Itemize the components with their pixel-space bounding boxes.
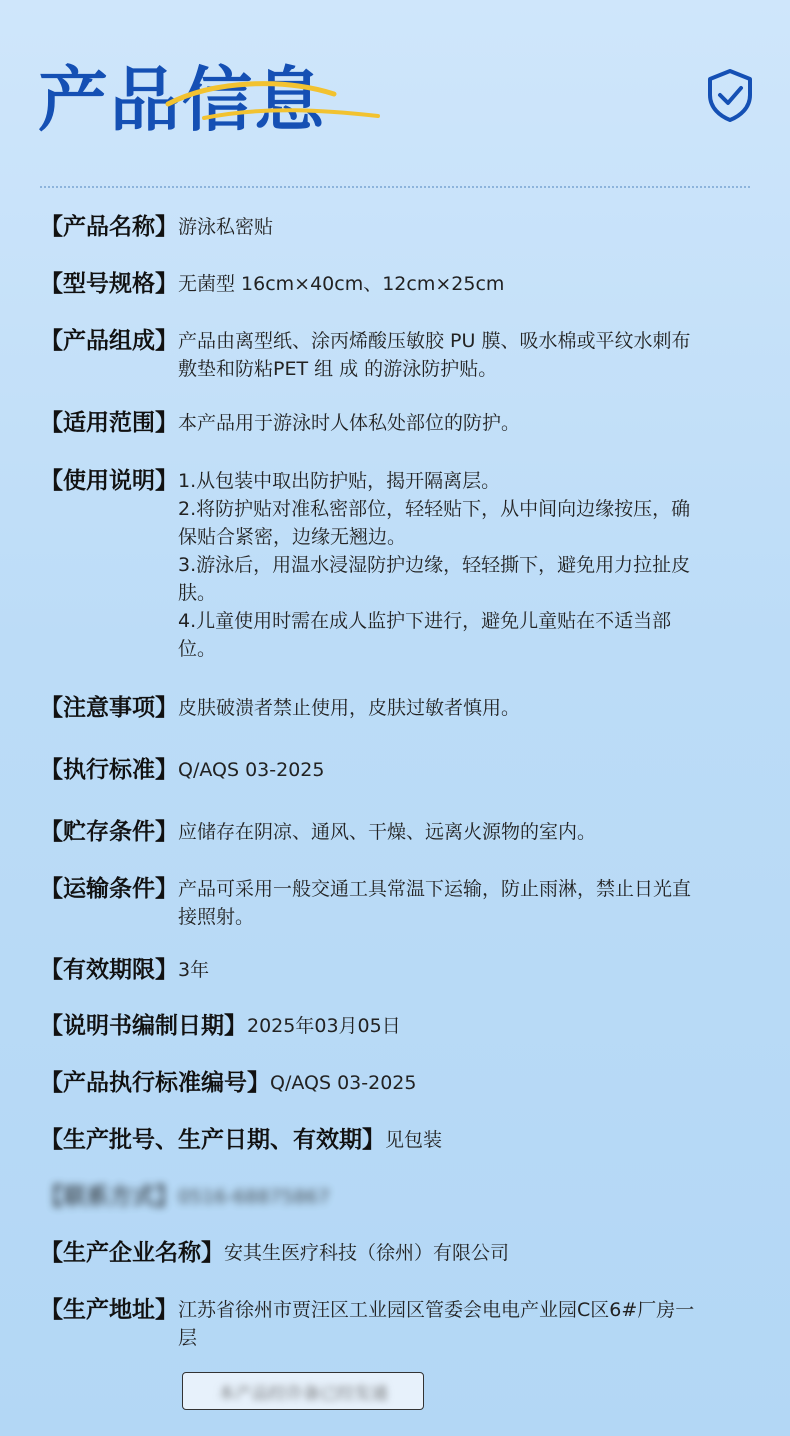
label: 【有效期限】 <box>40 957 178 983</box>
instruction-line: 2.将防护贴对准私密部位，轻轻贴下，从中间向边缘按压，确保贴合紧密，边缘无翘边。 <box>178 498 691 548</box>
label: 【产品执行标准编号】 <box>40 1070 270 1096</box>
label: 【联系方式】 <box>40 1184 178 1210</box>
value: 无菌型 16cm×40cm、12cm×25cm <box>178 273 505 295</box>
row-model <box>40 269 504 299</box>
label: 【产品名称】 <box>40 214 178 240</box>
row-manufacturer <box>40 1238 509 1268</box>
header <box>0 0 790 190</box>
value: 游泳私密贴 <box>178 216 274 238</box>
label: 【贮存条件】 <box>40 819 178 845</box>
label: 【说明书编制日期】 <box>40 1013 247 1039</box>
row-composition <box>40 326 698 383</box>
shield-check-icon <box>706 68 754 122</box>
value: 本产品用于游泳时人体私处部位的防护。 <box>178 412 521 434</box>
value: 0516-68875867 <box>178 1186 330 1208</box>
row-contact <box>40 1182 330 1212</box>
label: 【使用说明】 <box>40 468 178 494</box>
value: 2025年03月05日 <box>247 1015 401 1037</box>
row-standard <box>40 755 324 785</box>
swoosh-decoration-icon <box>164 76 384 136</box>
notice-tag-text: 本产品经许备已经发通 <box>218 1383 388 1404</box>
instruction-line: 4.儿童使用时需在成人监护下进行，避免儿童贴在不适当部位。 <box>178 610 672 660</box>
value: 江苏省徐州市贾汪区工业园区管委会电电产业园C区6#厂房一层 <box>178 1299 695 1349</box>
label: 【产品组成】 <box>40 328 178 354</box>
row-batch <box>40 1125 442 1155</box>
label: 【生产批号、生产日期、有效期】 <box>40 1127 385 1153</box>
row-product-name <box>40 212 273 242</box>
value: 安其生医疗科技（徐州）有限公司 <box>224 1242 510 1264</box>
title-block <box>38 58 326 142</box>
value: Q/AQS 03-2025 <box>178 759 325 781</box>
label: 【生产企业名称】 <box>40 1240 224 1266</box>
row-storage <box>40 817 596 847</box>
row-precautions <box>40 693 520 723</box>
label: 【运输条件】 <box>40 876 178 902</box>
page-title: 产品信息 <box>38 59 326 141</box>
row-transport <box>40 874 698 931</box>
label: 【生产地址】 <box>40 1297 178 1323</box>
value: 产品由离型纸、涂丙烯酸压敏胶 PU 膜、吸水棉或平纹水刺布敷垫和防粘PET 组 成 的游泳防护贴。 <box>178 330 691 380</box>
notice-tag <box>182 1372 424 1410</box>
row-standard-number <box>40 1068 416 1098</box>
row-validity <box>40 955 209 985</box>
value: 应储存在阴凉、通风、干燥、远离火源物的室内。 <box>178 821 597 843</box>
label: 【适用范围】 <box>40 410 178 436</box>
row-address <box>40 1295 698 1352</box>
value: 见包装 <box>385 1129 443 1151</box>
value: 产品可采用一般交通工具常温下运输，防止雨淋，禁止日光直接照射。 <box>178 878 692 928</box>
label: 【注意事项】 <box>40 695 178 721</box>
divider <box>40 186 750 188</box>
instruction-line: 3.游泳后，用温水浸湿防护边缘，轻轻撕下，避免用力拉扯皮肤。 <box>178 554 691 604</box>
value: 3年 <box>178 959 210 981</box>
row-instructions <box>40 466 698 663</box>
label: 【型号规格】 <box>40 271 178 297</box>
row-manual-date <box>40 1011 401 1041</box>
instruction-line: 1.从包装中取出防护贴，揭开隔离层。 <box>178 470 501 492</box>
label: 【执行标准】 <box>40 757 178 783</box>
value: 皮肤破溃者禁止使用，皮肤过敏者慎用。 <box>178 697 521 719</box>
value <box>178 466 698 663</box>
row-scope <box>40 408 520 438</box>
value: Q/AQS 03-2025 <box>270 1072 417 1094</box>
